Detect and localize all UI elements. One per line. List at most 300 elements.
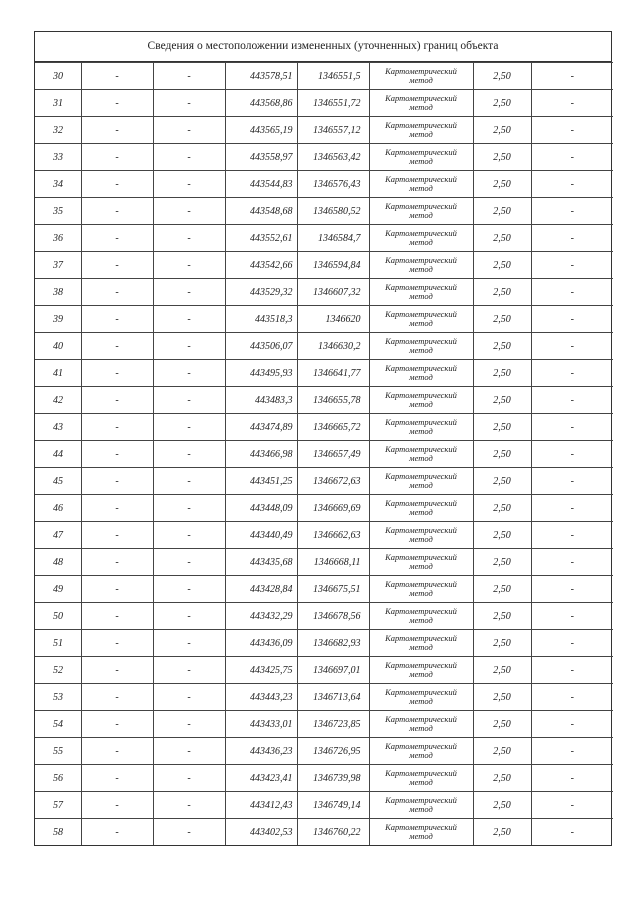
note-cell: -: [531, 333, 613, 360]
old-y-cell: -: [153, 360, 225, 387]
table-row: [35, 468, 613, 495]
table-row: [35, 711, 613, 738]
old-x-cell: -: [81, 765, 153, 792]
accuracy-cell: 2,50: [473, 765, 531, 792]
method-line-1: Картометрический: [385, 714, 457, 724]
method-line-1: Картометрический: [385, 255, 457, 265]
accuracy-cell: 2,50: [473, 90, 531, 117]
x-coordinate: 443548,68: [225, 198, 297, 225]
old-x-cell: -: [81, 441, 153, 468]
y-coordinate: 1346551,72: [297, 90, 369, 117]
note-cell: -: [531, 144, 613, 171]
point-number: 49: [35, 576, 81, 603]
y-coordinate: 1346675,51: [297, 576, 369, 603]
note-cell: -: [531, 387, 613, 414]
old-x-cell: -: [81, 360, 153, 387]
method-cell: [369, 414, 473, 441]
method-line-2: метод: [409, 507, 433, 517]
accuracy-cell: 2,50: [473, 252, 531, 279]
old-y-cell: -: [153, 63, 225, 90]
method-line-2: метод: [409, 615, 433, 625]
x-coordinate: 443565,19: [225, 117, 297, 144]
note-cell: -: [531, 657, 613, 684]
note-cell: -: [531, 90, 613, 117]
table-row: [35, 441, 613, 468]
table-row: [35, 495, 613, 522]
note-cell: -: [531, 225, 613, 252]
x-coordinate: 443529,32: [225, 279, 297, 306]
method-line-2: метод: [409, 669, 433, 679]
y-coordinate: 1346594,84: [297, 252, 369, 279]
x-coordinate: 443552,61: [225, 225, 297, 252]
x-coordinate: 443436,09: [225, 630, 297, 657]
x-coordinate: 443433,01: [225, 711, 297, 738]
accuracy-cell: 2,50: [473, 711, 531, 738]
method-cell: [369, 360, 473, 387]
method-line-2: метод: [409, 723, 433, 733]
x-coordinate: 443402,53: [225, 819, 297, 846]
old-y-cell: -: [153, 549, 225, 576]
method-cell: [369, 252, 473, 279]
old-y-cell: -: [153, 90, 225, 117]
method-line-2: метод: [409, 831, 433, 841]
old-x-cell: -: [81, 387, 153, 414]
method-line-2: метод: [409, 264, 433, 274]
accuracy-cell: 2,50: [473, 171, 531, 198]
note-cell: -: [531, 468, 613, 495]
method-line-1: Картометрический: [385, 120, 457, 130]
x-coordinate: 443544,83: [225, 171, 297, 198]
method-cell: [369, 144, 473, 171]
y-coordinate: 1346678,56: [297, 603, 369, 630]
y-coordinate: 1346620: [297, 306, 369, 333]
table-row: [35, 630, 613, 657]
table-row: [35, 387, 613, 414]
method-line-1: Картометрический: [385, 795, 457, 805]
method-line-1: Картометрический: [385, 822, 457, 832]
method-line-1: Картометрический: [385, 579, 457, 589]
method-line-1: Картометрический: [385, 66, 457, 76]
table-title: Сведения о местоположении измененных (уточненных) границ объекта: [35, 32, 611, 62]
note-cell: -: [531, 603, 613, 630]
point-number: 55: [35, 738, 81, 765]
method-line-2: метод: [409, 183, 433, 193]
method-line-1: Картометрический: [385, 336, 457, 346]
old-y-cell: -: [153, 387, 225, 414]
note-cell: -: [531, 360, 613, 387]
old-y-cell: -: [153, 819, 225, 846]
x-coordinate: 443435,68: [225, 549, 297, 576]
method-cell: [369, 306, 473, 333]
method-line-1: Картометрический: [385, 660, 457, 670]
old-y-cell: -: [153, 765, 225, 792]
old-y-cell: -: [153, 657, 225, 684]
note-cell: -: [531, 495, 613, 522]
point-number: 39: [35, 306, 81, 333]
note-cell: -: [531, 576, 613, 603]
y-coordinate: 1346682,93: [297, 630, 369, 657]
old-y-cell: -: [153, 171, 225, 198]
method-line-2: метод: [409, 453, 433, 463]
method-cell: [369, 63, 473, 90]
table-row: [35, 522, 613, 549]
method-line-2: метод: [409, 426, 433, 436]
y-coordinate: 1346665,72: [297, 414, 369, 441]
x-coordinate: 443542,66: [225, 252, 297, 279]
old-y-cell: -: [153, 441, 225, 468]
old-x-cell: -: [81, 90, 153, 117]
old-x-cell: -: [81, 252, 153, 279]
method-line-1: Картометрический: [385, 282, 457, 292]
old-x-cell: -: [81, 549, 153, 576]
y-coordinate: 1346760,22: [297, 819, 369, 846]
y-coordinate: 1346662,63: [297, 522, 369, 549]
method-line-2: метод: [409, 777, 433, 787]
method-line-1: Картометрический: [385, 741, 457, 751]
old-y-cell: -: [153, 738, 225, 765]
table-row: [35, 684, 613, 711]
x-coordinate: 443474,89: [225, 414, 297, 441]
old-y-cell: -: [153, 576, 225, 603]
note-cell: -: [531, 765, 613, 792]
method-cell: [369, 495, 473, 522]
accuracy-cell: 2,50: [473, 522, 531, 549]
y-coordinate: 1346584,7: [297, 225, 369, 252]
old-x-cell: -: [81, 306, 153, 333]
method-line-1: Картометрический: [385, 444, 457, 454]
method-line-1: Картометрический: [385, 201, 457, 211]
y-coordinate: 1346749,14: [297, 792, 369, 819]
method-cell: [369, 684, 473, 711]
method-line-1: Картометрический: [385, 417, 457, 427]
accuracy-cell: 2,50: [473, 684, 531, 711]
method-line-2: метод: [409, 588, 433, 598]
table-row: [35, 738, 613, 765]
y-coordinate: 1346657,49: [297, 441, 369, 468]
old-x-cell: -: [81, 576, 153, 603]
y-coordinate: 1346557,12: [297, 117, 369, 144]
accuracy-cell: 2,50: [473, 657, 531, 684]
method-cell: [369, 549, 473, 576]
method-cell: [369, 576, 473, 603]
old-x-cell: -: [81, 225, 153, 252]
point-number: 31: [35, 90, 81, 117]
y-coordinate: 1346697,01: [297, 657, 369, 684]
method-line-1: Картометрический: [385, 147, 457, 157]
old-x-cell: -: [81, 792, 153, 819]
point-number: 51: [35, 630, 81, 657]
method-line-2: метод: [409, 129, 433, 139]
method-cell: [369, 738, 473, 765]
method-line-1: Картометрический: [385, 525, 457, 535]
x-coordinate: 443448,09: [225, 495, 297, 522]
point-number: 54: [35, 711, 81, 738]
table-row: [35, 792, 613, 819]
note-cell: -: [531, 279, 613, 306]
method-line-2: метод: [409, 210, 433, 220]
y-coordinate: 1346713,64: [297, 684, 369, 711]
note-cell: -: [531, 792, 613, 819]
old-y-cell: -: [153, 306, 225, 333]
accuracy-cell: 2,50: [473, 468, 531, 495]
method-cell: [369, 630, 473, 657]
old-x-cell: -: [81, 198, 153, 225]
method-line-2: метод: [409, 399, 433, 409]
point-number: 50: [35, 603, 81, 630]
old-x-cell: -: [81, 144, 153, 171]
method-cell: [369, 819, 473, 846]
point-number: 43: [35, 414, 81, 441]
old-x-cell: -: [81, 603, 153, 630]
point-number: 56: [35, 765, 81, 792]
point-number: 38: [35, 279, 81, 306]
accuracy-cell: 2,50: [473, 198, 531, 225]
method-cell: [369, 198, 473, 225]
y-coordinate: 1346739,98: [297, 765, 369, 792]
x-coordinate: 443568,86: [225, 90, 297, 117]
method-line-1: Картометрический: [385, 93, 457, 103]
old-x-cell: -: [81, 711, 153, 738]
method-line-1: Картометрический: [385, 498, 457, 508]
point-number: 53: [35, 684, 81, 711]
point-number: 52: [35, 657, 81, 684]
old-y-cell: -: [153, 792, 225, 819]
x-coordinate: 443423,41: [225, 765, 297, 792]
old-y-cell: -: [153, 333, 225, 360]
method-cell: [369, 765, 473, 792]
point-number: 45: [35, 468, 81, 495]
x-coordinate: 443451,25: [225, 468, 297, 495]
note-cell: -: [531, 630, 613, 657]
accuracy-cell: 2,50: [473, 549, 531, 576]
x-coordinate: 443518,3: [225, 306, 297, 333]
point-number: 47: [35, 522, 81, 549]
table-row: [35, 171, 613, 198]
y-coordinate: 1346655,78: [297, 387, 369, 414]
method-cell: [369, 657, 473, 684]
method-line-1: Картометрический: [385, 606, 457, 616]
x-coordinate: 443466,98: [225, 441, 297, 468]
y-coordinate: 1346668,11: [297, 549, 369, 576]
note-cell: -: [531, 549, 613, 576]
y-coordinate: 1346669,69: [297, 495, 369, 522]
old-y-cell: -: [153, 630, 225, 657]
point-number: 40: [35, 333, 81, 360]
x-coordinate: 443440,49: [225, 522, 297, 549]
y-coordinate: 1346576,43: [297, 171, 369, 198]
method-cell: [369, 279, 473, 306]
method-line-2: метод: [409, 291, 433, 301]
method-line-1: Картометрический: [385, 390, 457, 400]
method-line-1: Картометрический: [385, 633, 457, 643]
table-row: [35, 657, 613, 684]
method-line-2: метод: [409, 804, 433, 814]
old-x-cell: -: [81, 63, 153, 90]
method-line-1: Картометрический: [385, 363, 457, 373]
old-y-cell: -: [153, 144, 225, 171]
old-y-cell: -: [153, 495, 225, 522]
point-number: 42: [35, 387, 81, 414]
note-cell: -: [531, 819, 613, 846]
note-cell: -: [531, 738, 613, 765]
method-line-1: Картометрический: [385, 174, 457, 184]
method-line-1: Картометрический: [385, 471, 457, 481]
table-row: [35, 414, 613, 441]
accuracy-cell: 2,50: [473, 279, 531, 306]
note-cell: -: [531, 171, 613, 198]
method-line-2: метод: [409, 696, 433, 706]
old-x-cell: -: [81, 279, 153, 306]
old-y-cell: -: [153, 225, 225, 252]
y-coordinate: 1346563,42: [297, 144, 369, 171]
x-coordinate: 443432,29: [225, 603, 297, 630]
accuracy-cell: 2,50: [473, 603, 531, 630]
note-cell: -: [531, 63, 613, 90]
point-number: 48: [35, 549, 81, 576]
table-row: [35, 576, 613, 603]
method-line-1: Картометрический: [385, 768, 457, 778]
point-number: 35: [35, 198, 81, 225]
old-y-cell: -: [153, 414, 225, 441]
old-x-cell: -: [81, 495, 153, 522]
table-row: [35, 603, 613, 630]
point-number: 34: [35, 171, 81, 198]
x-coordinate: 443506,07: [225, 333, 297, 360]
method-cell: [369, 441, 473, 468]
method-line-2: метод: [409, 345, 433, 355]
method-cell: [369, 468, 473, 495]
note-cell: -: [531, 252, 613, 279]
y-coordinate: 1346726,95: [297, 738, 369, 765]
x-coordinate: 443483,3: [225, 387, 297, 414]
note-cell: -: [531, 684, 613, 711]
old-y-cell: -: [153, 684, 225, 711]
old-y-cell: -: [153, 279, 225, 306]
point-number: 33: [35, 144, 81, 171]
table-row: [35, 90, 613, 117]
note-cell: -: [531, 441, 613, 468]
point-number: 58: [35, 819, 81, 846]
accuracy-cell: 2,50: [473, 738, 531, 765]
y-coordinate: 1346723,85: [297, 711, 369, 738]
old-y-cell: -: [153, 468, 225, 495]
old-y-cell: -: [153, 117, 225, 144]
method-line-1: Картометрический: [385, 309, 457, 319]
y-coordinate: 1346672,63: [297, 468, 369, 495]
method-cell: [369, 522, 473, 549]
method-cell: [369, 171, 473, 198]
accuracy-cell: 2,50: [473, 414, 531, 441]
x-coordinate: 443425,75: [225, 657, 297, 684]
accuracy-cell: 2,50: [473, 360, 531, 387]
accuracy-cell: 2,50: [473, 630, 531, 657]
method-cell: [369, 90, 473, 117]
x-coordinate: 443412,43: [225, 792, 297, 819]
old-y-cell: -: [153, 603, 225, 630]
method-line-2: метод: [409, 534, 433, 544]
method-line-1: Картометрический: [385, 552, 457, 562]
note-cell: -: [531, 522, 613, 549]
old-x-cell: -: [81, 171, 153, 198]
method-line-2: метод: [409, 318, 433, 328]
method-cell: [369, 387, 473, 414]
accuracy-cell: 2,50: [473, 576, 531, 603]
old-y-cell: -: [153, 522, 225, 549]
method-line-2: метод: [409, 156, 433, 166]
point-number: 46: [35, 495, 81, 522]
table-row: [35, 198, 613, 225]
old-x-cell: -: [81, 522, 153, 549]
method-line-2: метод: [409, 480, 433, 490]
x-coordinate: 443558,97: [225, 144, 297, 171]
method-line-2: метод: [409, 102, 433, 112]
point-number: 30: [35, 63, 81, 90]
method-cell: [369, 117, 473, 144]
boundary-sheet: [34, 31, 612, 846]
method-line-1: Картометрический: [385, 687, 457, 697]
y-coordinate: 1346641,77: [297, 360, 369, 387]
accuracy-cell: 2,50: [473, 117, 531, 144]
old-x-cell: -: [81, 657, 153, 684]
table-row: [35, 306, 613, 333]
x-coordinate: 443443,23: [225, 684, 297, 711]
method-line-1: Картометрический: [385, 228, 457, 238]
method-line-2: метод: [409, 642, 433, 652]
method-line-2: метод: [409, 561, 433, 571]
method-cell: [369, 711, 473, 738]
note-cell: -: [531, 198, 613, 225]
point-number: 41: [35, 360, 81, 387]
x-coordinate: 443436,23: [225, 738, 297, 765]
old-x-cell: -: [81, 819, 153, 846]
table-row: [35, 360, 613, 387]
table-row: [35, 279, 613, 306]
table-row: [35, 63, 613, 90]
old-x-cell: -: [81, 630, 153, 657]
old-y-cell: -: [153, 252, 225, 279]
accuracy-cell: 2,50: [473, 387, 531, 414]
method-line-2: метод: [409, 237, 433, 247]
table-row: [35, 765, 613, 792]
method-line-2: метод: [409, 372, 433, 382]
method-cell: [369, 333, 473, 360]
accuracy-cell: 2,50: [473, 495, 531, 522]
accuracy-cell: 2,50: [473, 306, 531, 333]
accuracy-cell: 2,50: [473, 441, 531, 468]
note-cell: -: [531, 117, 613, 144]
point-number: 57: [35, 792, 81, 819]
method-cell: [369, 225, 473, 252]
y-coordinate: 1346580,52: [297, 198, 369, 225]
coordinates-table: [35, 62, 613, 845]
table-row: [35, 549, 613, 576]
point-number: 36: [35, 225, 81, 252]
accuracy-cell: 2,50: [473, 792, 531, 819]
old-y-cell: -: [153, 198, 225, 225]
y-coordinate: 1346607,32: [297, 279, 369, 306]
note-cell: -: [531, 306, 613, 333]
old-x-cell: -: [81, 738, 153, 765]
old-x-cell: -: [81, 414, 153, 441]
table-row: [35, 819, 613, 846]
x-coordinate: 443428,84: [225, 576, 297, 603]
old-y-cell: -: [153, 711, 225, 738]
note-cell: -: [531, 414, 613, 441]
x-coordinate: 443495,93: [225, 360, 297, 387]
note-cell: -: [531, 711, 613, 738]
table-row: [35, 333, 613, 360]
x-coordinate: 443578,51: [225, 63, 297, 90]
